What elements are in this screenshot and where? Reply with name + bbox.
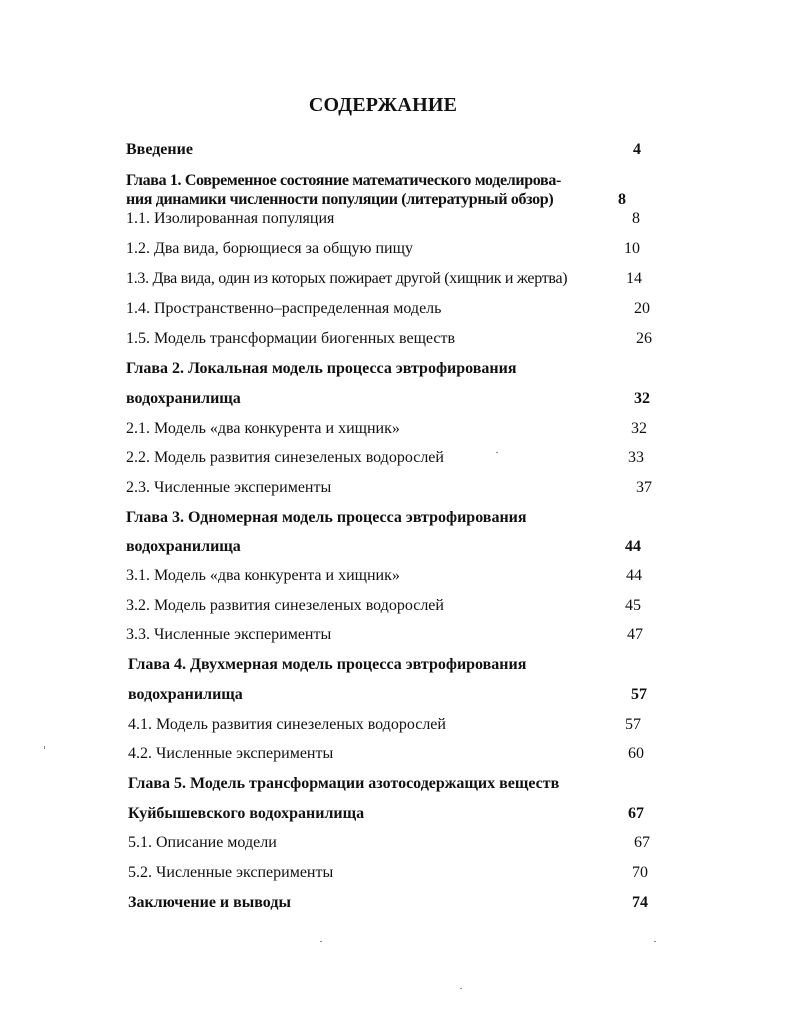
scan-speck <box>44 746 45 749</box>
toc-item: 3.1. Модель «два конкурента и хищник» <box>126 567 400 584</box>
page-title: СОДЕРЖАНИЕ <box>308 94 458 116</box>
toc-item-page: 37 <box>636 479 652 496</box>
toc-chapter-2-title-line2: водохранилища <box>126 390 241 407</box>
toc-conclusion-label: Заключение и выводы <box>128 894 291 911</box>
scan-speck <box>496 452 498 453</box>
toc-item: 2.2. Модель развития синезеленых водорослей <box>126 449 444 466</box>
toc-item: 5.1. Описание модели <box>128 834 277 851</box>
toc-item-page: 60 <box>628 745 644 762</box>
scan-speck <box>460 988 462 989</box>
toc-item: 2.3. Численные эксперименты <box>126 479 332 496</box>
toc-item: 1.5. Модель трансформации биогенных веществ <box>126 330 456 347</box>
toc-item: 2.1. Модель «два конкурента и хищник» <box>126 420 400 437</box>
toc-conclusion-page: 74 <box>632 894 648 911</box>
toc-item-page: 32 <box>631 420 647 437</box>
toc-item-page: 45 <box>625 597 641 614</box>
toc-chapter-2-title-line1: Глава 2. Локальная модель процесса эвтрофирования <box>126 360 517 377</box>
toc-item-page: 67 <box>634 834 650 851</box>
toc-item: 1.3. Два вида, один из которых пожирает другой (хищник и жертва) <box>126 270 568 287</box>
toc-item: 5.2. Численные эксперименты <box>128 864 334 881</box>
toc-chapter-5-title-line2: Куйбышевского водохранилища <box>128 805 365 822</box>
toc-chapter-3-title-line1: Глава 3. Одномерная модель процесса эвтрофирования <box>126 509 527 526</box>
toc-chapter-4-page: 57 <box>631 686 647 703</box>
toc-chapter-1-title-line2: ния динамики численности популяции (литературный обзор) <box>126 191 554 208</box>
toc-chapter-5-title-line1: Глава 5. Модель трансформации азотосодержащих веществ <box>128 775 560 792</box>
scan-speck <box>654 941 656 942</box>
toc-item-page: 8 <box>632 210 640 227</box>
toc-item: 1.4. Пространственно–распределенная модель <box>126 300 442 317</box>
toc-item-page: 26 <box>636 330 652 347</box>
toc-chapter-2-page: 32 <box>634 390 650 407</box>
toc-item-page: 44 <box>626 567 642 584</box>
toc-item: 3.3. Численные эксперименты <box>126 626 332 643</box>
toc-item-page: 20 <box>634 300 650 317</box>
toc-chapter-3-title-line2: водохранилища <box>126 538 241 555</box>
toc-intro-page: 4 <box>633 141 641 158</box>
toc-intro-label: Введение <box>126 141 193 158</box>
toc-item-page: 70 <box>632 864 648 881</box>
toc-item: 4.2. Численные эксперименты <box>128 745 334 762</box>
toc-chapter-4-title-line1: Глава 4. Двухмерная модель процесса эвтрофирования <box>128 656 527 673</box>
toc-chapter-1-title-line1: Глава 1. Современное состояние математического моделирова- <box>126 172 561 189</box>
toc-chapter-1-page: 8 <box>618 191 626 208</box>
toc-item: 4.1. Модель развития синезеленых водорослей <box>128 716 446 733</box>
toc-item-page: 10 <box>624 240 640 257</box>
toc-chapter-3-page: 44 <box>625 538 641 555</box>
toc-item: 1.2. Два вида, борющиеся за общую пищу <box>126 240 413 257</box>
toc-item-page: 33 <box>628 449 644 466</box>
toc-chapter-5-page: 67 <box>628 805 644 822</box>
toc-item-page: 57 <box>625 716 641 733</box>
toc-chapter-4-title-line2: водохранилища <box>128 686 243 703</box>
toc-item-page: 47 <box>627 626 643 643</box>
toc-item: 1.1. Изолированная популяция <box>126 210 335 227</box>
scan-speck <box>320 941 322 942</box>
toc-item: 3.2. Модель развития синезеленых водорослей <box>126 597 444 614</box>
toc-item-page: 14 <box>626 270 642 287</box>
